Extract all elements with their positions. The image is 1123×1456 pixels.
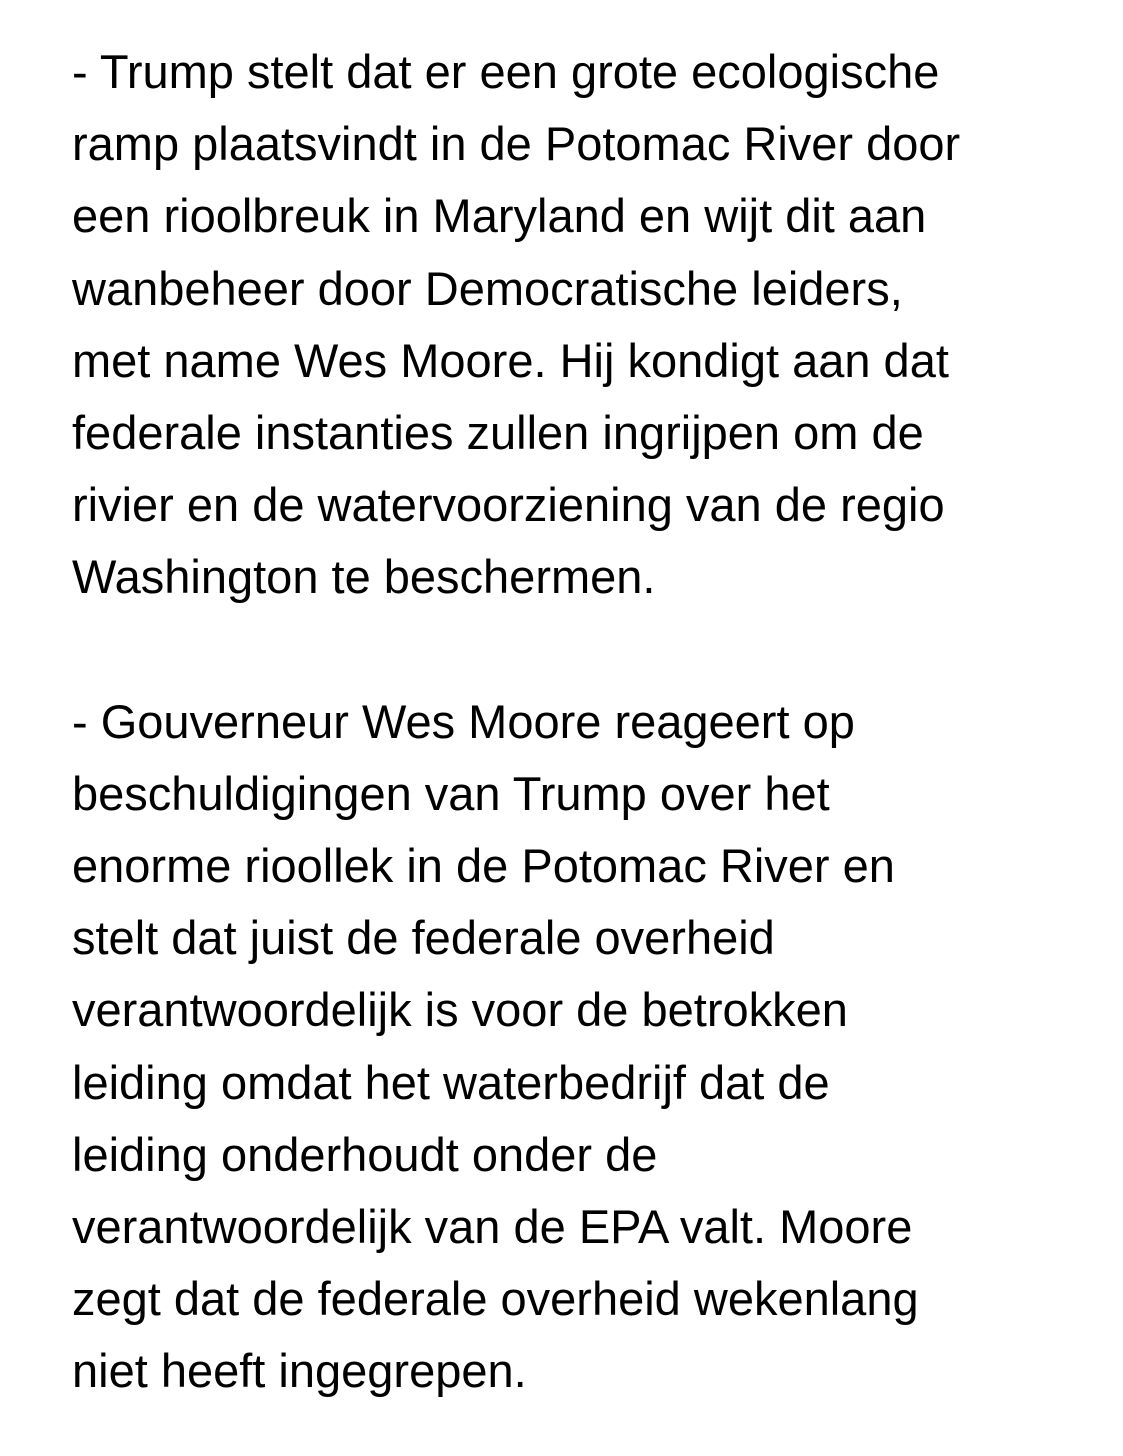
- text-line: verantwoordelijk is voor de betrokken: [72, 983, 848, 1037]
- paragraph-spacer: [72, 614, 1072, 686]
- text-line: met name Wes Moore. Hij kondigt aan dat: [72, 333, 949, 387]
- text-line: wanbeheer door Democratische leiders,: [72, 261, 903, 315]
- text-line: Washington te beschermen.: [72, 550, 656, 604]
- text-line: rivier en de watervoorziening van de regio: [72, 478, 945, 532]
- paragraph-trump: [72, 36, 1072, 614]
- text-line: beschuldigingen van Trump over het: [72, 766, 830, 820]
- text-line: verantwoordelijk van de EPA valt. Moore: [72, 1200, 913, 1254]
- text-line: zegt dat de federale overheid wekenlang: [72, 1272, 919, 1326]
- document-body: [72, 36, 1072, 1408]
- paragraph-moore: [72, 686, 1072, 1408]
- text-line: leiding onderhoudt onder de: [72, 1127, 658, 1181]
- text-line: federale instanties zullen ingrijpen om de: [72, 406, 924, 460]
- text-line: niet heeft ingegrepen.: [72, 1344, 527, 1398]
- text-line: - Trump stelt dat er een grote ecologische: [72, 45, 940, 98]
- text-line: leiding omdat het waterbedrijf dat de: [72, 1055, 830, 1109]
- text-line: een rioolbreuk in Maryland en wijt dit aan: [72, 189, 927, 243]
- text-line: stelt dat juist de federale overheid: [72, 911, 775, 965]
- text-line: enorme rioollek in de Potomac River en: [72, 839, 895, 893]
- text-line: ramp plaatsvindt in de Potomac River door: [72, 117, 961, 171]
- text-line: - Gouverneur Wes Moore reageert op: [72, 694, 855, 748]
